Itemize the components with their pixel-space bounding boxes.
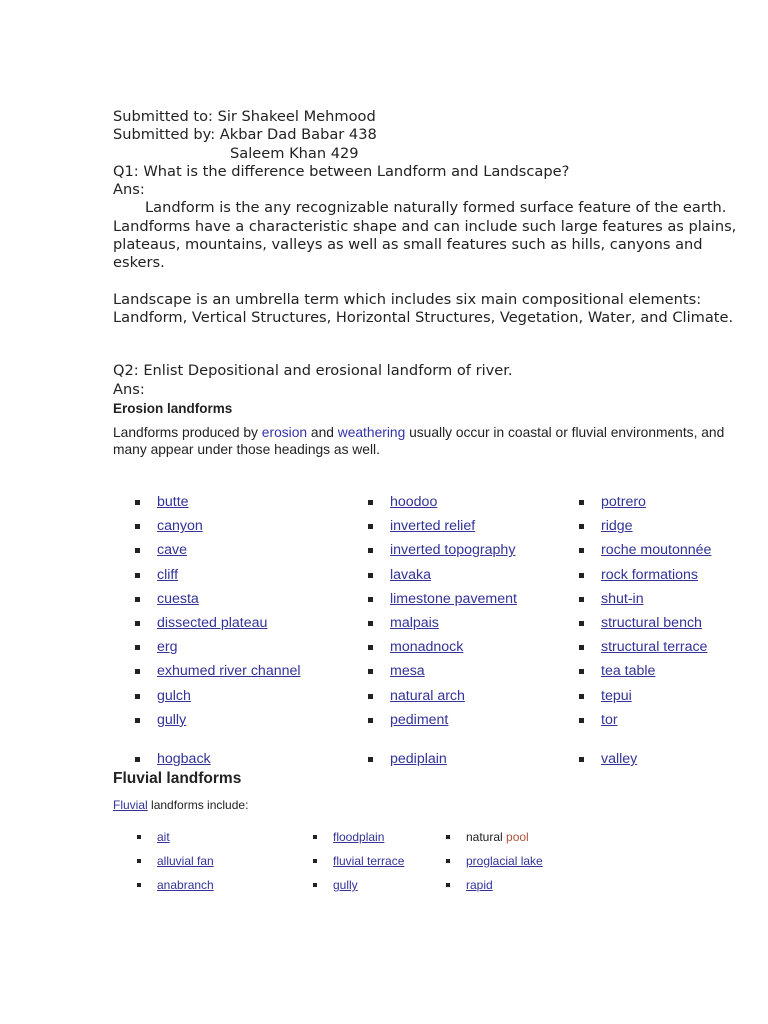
bullet-icon <box>135 500 140 505</box>
bullet-icon <box>135 548 140 553</box>
bullet-icon <box>135 621 140 626</box>
erosion-landform-item <box>390 638 517 662</box>
erosion-landform-item <box>601 541 711 565</box>
bullet-icon <box>135 694 140 699</box>
q1-ans-label: Ans: <box>113 181 145 199</box>
bullet-icon <box>368 597 373 602</box>
fluvial-landform-item <box>466 877 543 901</box>
bullet-icon <box>368 573 373 578</box>
erosion-landform-link[interactable]: gulch <box>157 687 191 704</box>
bullet-icon <box>579 573 584 578</box>
erosion-landform-item <box>601 711 711 735</box>
bullet-icon <box>368 621 373 626</box>
erosion-landform-link[interactable]: tor <box>601 711 618 728</box>
bullet-icon <box>368 694 373 699</box>
submitted-to: Submitted to: Sir Shakeel Mehmood <box>113 108 376 125</box>
bullet-icon <box>579 718 584 723</box>
second-author: Saleem Khan 429 <box>230 144 359 162</box>
erosion-landform-item <box>601 517 711 541</box>
fluvial-list-col3 <box>466 829 543 901</box>
erosion-landform-link[interactable]: malpais <box>390 614 439 631</box>
erosion-list-col3-last <box>601 750 637 774</box>
bullet-icon <box>368 757 373 762</box>
erosion-landform-link[interactable]: rock formations <box>601 566 698 583</box>
erosion-landform-item <box>157 493 301 517</box>
bullet-icon <box>313 835 317 839</box>
erosion-landform-item <box>601 493 711 517</box>
erosion-landform-item <box>157 638 301 662</box>
erosion-landform-item <box>390 614 517 638</box>
bullet-icon <box>313 859 317 863</box>
erosion-landform-item <box>601 662 711 686</box>
erosion-landform-item <box>601 750 637 774</box>
bullet-icon <box>368 524 373 529</box>
bullet-icon <box>446 859 450 863</box>
erosion-list-col3 <box>601 493 711 735</box>
bullet-icon <box>579 621 584 626</box>
bullet-icon <box>368 645 373 650</box>
erosion-landform-item <box>601 590 711 614</box>
erosion-landform-link[interactable]: mesa <box>390 663 425 680</box>
erosion-landform-link[interactable]: lavaka <box>390 566 432 583</box>
erosion-landform-link[interactable]: butte <box>157 494 189 510</box>
erosion-landform-item <box>157 662 301 686</box>
fluvial-landform-item <box>333 853 404 877</box>
bullet-icon <box>579 548 584 553</box>
erosion-landform-item <box>390 566 517 590</box>
fluvial-landform-link[interactable]: ait <box>157 830 170 844</box>
erosion-landform-item <box>601 614 711 638</box>
fluvial-landform-link[interactable]: proglacial lake <box>466 854 543 868</box>
bullet-icon <box>579 597 584 602</box>
erosion-landform-link[interactable]: pediplain <box>390 751 447 767</box>
fluvial-landform-link[interactable]: alluvial fan <box>157 854 214 868</box>
bullet-icon <box>135 718 140 723</box>
erosion-landform-item <box>157 541 301 565</box>
erosion-landform-item <box>390 493 517 517</box>
erosion-landform-item <box>157 590 301 614</box>
fluvial-intro: Fluvial landforms include: <box>113 798 249 812</box>
erosion-landform-link[interactable]: roche moutonnée <box>601 542 712 559</box>
erosion-landform-link[interactable]: natural arch <box>390 687 465 704</box>
erosion-landform-link[interactable]: inverted topography <box>390 542 516 559</box>
erosion-landform-link[interactable]: cave <box>157 542 187 559</box>
erosion-landform-link[interactable]: tepui <box>601 687 632 704</box>
erosion-landform-link[interactable]: hogback <box>157 751 211 767</box>
erosion-landform-link[interactable]: erg <box>157 639 178 656</box>
fluvial-landform-link[interactable]: floodplain <box>333 830 385 844</box>
erosion-landform-item <box>601 566 711 590</box>
erosion-landform-link[interactable]: monadnock <box>390 639 464 656</box>
erosion-list-col2-last <box>390 750 447 774</box>
erosion-landform-link[interactable]: limestone pavement <box>390 590 517 607</box>
fluvial-landform-item <box>466 853 543 877</box>
erosion-landform-item <box>390 590 517 614</box>
erosion-landform-item <box>157 517 301 541</box>
bullet-icon <box>579 694 584 699</box>
fluvial-landform-item <box>157 853 214 877</box>
erosion-landform-item <box>157 711 301 735</box>
fluvial-landform-item <box>157 829 214 853</box>
bullet-icon <box>579 500 584 505</box>
erosion-landform-item <box>601 638 711 662</box>
fluvial-landform-item <box>333 829 404 853</box>
bullet-icon <box>135 597 140 602</box>
erosion-landform-link[interactable]: exhumed river channel <box>157 663 301 680</box>
erosion-landform-item <box>390 541 517 565</box>
bullet-icon <box>368 548 373 553</box>
erosion-landform-link[interactable]: cliff <box>157 566 179 583</box>
bullet-icon <box>579 669 584 674</box>
erosion-landform-link[interactable]: valley <box>601 751 638 767</box>
erosion-landform-link[interactable]: gully <box>157 711 187 728</box>
erosion-landform-item <box>157 614 301 638</box>
fluvial-heading: Fluvial landforms <box>113 770 242 787</box>
erosion-landform-item <box>601 687 711 711</box>
bullet-icon <box>368 718 373 723</box>
erosion-landform-link[interactable]: ridge <box>601 518 633 535</box>
bullet-icon <box>579 757 584 762</box>
fluvial-landform-link[interactable]: gully <box>333 878 358 892</box>
fluvial-list-col2 <box>333 829 404 901</box>
erosion-landform-item <box>390 517 517 541</box>
erosion-landform-link[interactable]: cuesta <box>157 590 199 607</box>
fluvial-link[interactable]: Fluvial <box>113 798 148 812</box>
bullet-icon <box>135 669 140 674</box>
submitted-by: Submitted by: Akbar Dad Babar 438 <box>113 126 377 144</box>
fluvial-landform-link[interactable]: anabranch <box>157 878 214 892</box>
erosion-intro: Landforms produced by erosion and weathering usually occur in coastal or fluvial environments, and many appear under those headings as well. <box>113 424 725 458</box>
erosion-landform-link[interactable]: pediment <box>390 711 449 728</box>
erosion-landform-link[interactable]: inverted relief <box>390 518 476 535</box>
fluvial-landform-item <box>333 877 404 901</box>
erosion-landform-link[interactable]: potrero <box>601 494 646 510</box>
q1-paragraph-landscape: Landscape is an umbrella term which includes six main compositional elements: Landform, Vertical Structures, Horizontal Structures, Vegetation, Water, and Climate. <box>113 290 734 326</box>
fluvial-item-natural-pool: natural pool <box>466 829 543 853</box>
erosion-landform-link[interactable]: structural bench <box>601 614 702 631</box>
erosion-landform-item <box>390 687 517 711</box>
q1-question: Q1: What is the difference between Landform and Landscape? <box>113 162 570 180</box>
bullet-icon <box>135 645 140 650</box>
erosion-landform-item <box>157 687 301 711</box>
weathering-link[interactable]: weathering <box>337 424 406 440</box>
erosion-landform-link[interactable]: shut-in <box>601 590 644 607</box>
document-body <box>113 108 753 459</box>
erosion-landform-link[interactable]: hoodoo <box>390 494 438 510</box>
q2-ans-label: Ans: <box>113 380 145 398</box>
q2-question: Q2: Enlist Depositional and erosional landform of river. <box>113 362 513 380</box>
fluvial-landform-link[interactable]: fluvial terrace <box>333 854 405 868</box>
erosion-landform-item <box>390 711 517 735</box>
erosion-landform-item <box>390 662 517 686</box>
erosion-landform-link[interactable]: dissected plateau <box>157 614 268 631</box>
bullet-icon <box>579 524 584 529</box>
bullet-icon <box>135 757 140 762</box>
bullet-icon <box>137 883 141 887</box>
erosion-landform-item <box>157 566 301 590</box>
bullet-icon <box>579 645 584 650</box>
bullet-icon <box>135 524 140 529</box>
erosion-landform-item <box>390 750 447 774</box>
q1-paragraph-landform <box>113 199 753 272</box>
bullet-icon <box>446 883 450 887</box>
erosion-link[interactable]: erosion <box>261 424 311 440</box>
fluvial-landform-link[interactable]: rapid <box>466 878 493 892</box>
q1-para1-text: Landform is the any recognizable naturally formed surface feature of the earth. Landforms have a characteristic shape and can include such large features as plains, plateaus, mountains, valleys as well as small features such as hills, canyons and eskers. <box>113 199 737 272</box>
fluvial-landform-item <box>157 877 214 901</box>
pool-link[interactable]: pool <box>506 830 529 844</box>
bullet-icon <box>135 573 140 578</box>
fluvial-list-col1 <box>157 829 214 901</box>
bullet-icon <box>137 859 141 863</box>
bullet-icon <box>313 883 317 887</box>
erosion-list-col1 <box>157 493 301 735</box>
erosion-heading: Erosion landforms <box>113 400 233 416</box>
erosion-list-col2 <box>390 493 517 735</box>
erosion-landform-link[interactable]: structural terrace <box>601 639 708 656</box>
bullet-icon <box>368 500 373 505</box>
erosion-landform-link[interactable]: canyon <box>157 518 203 535</box>
bullet-icon <box>446 835 450 839</box>
bullet-icon <box>368 669 373 674</box>
erosion-landform-link[interactable]: tea table <box>601 663 656 680</box>
bullet-icon <box>137 835 141 839</box>
